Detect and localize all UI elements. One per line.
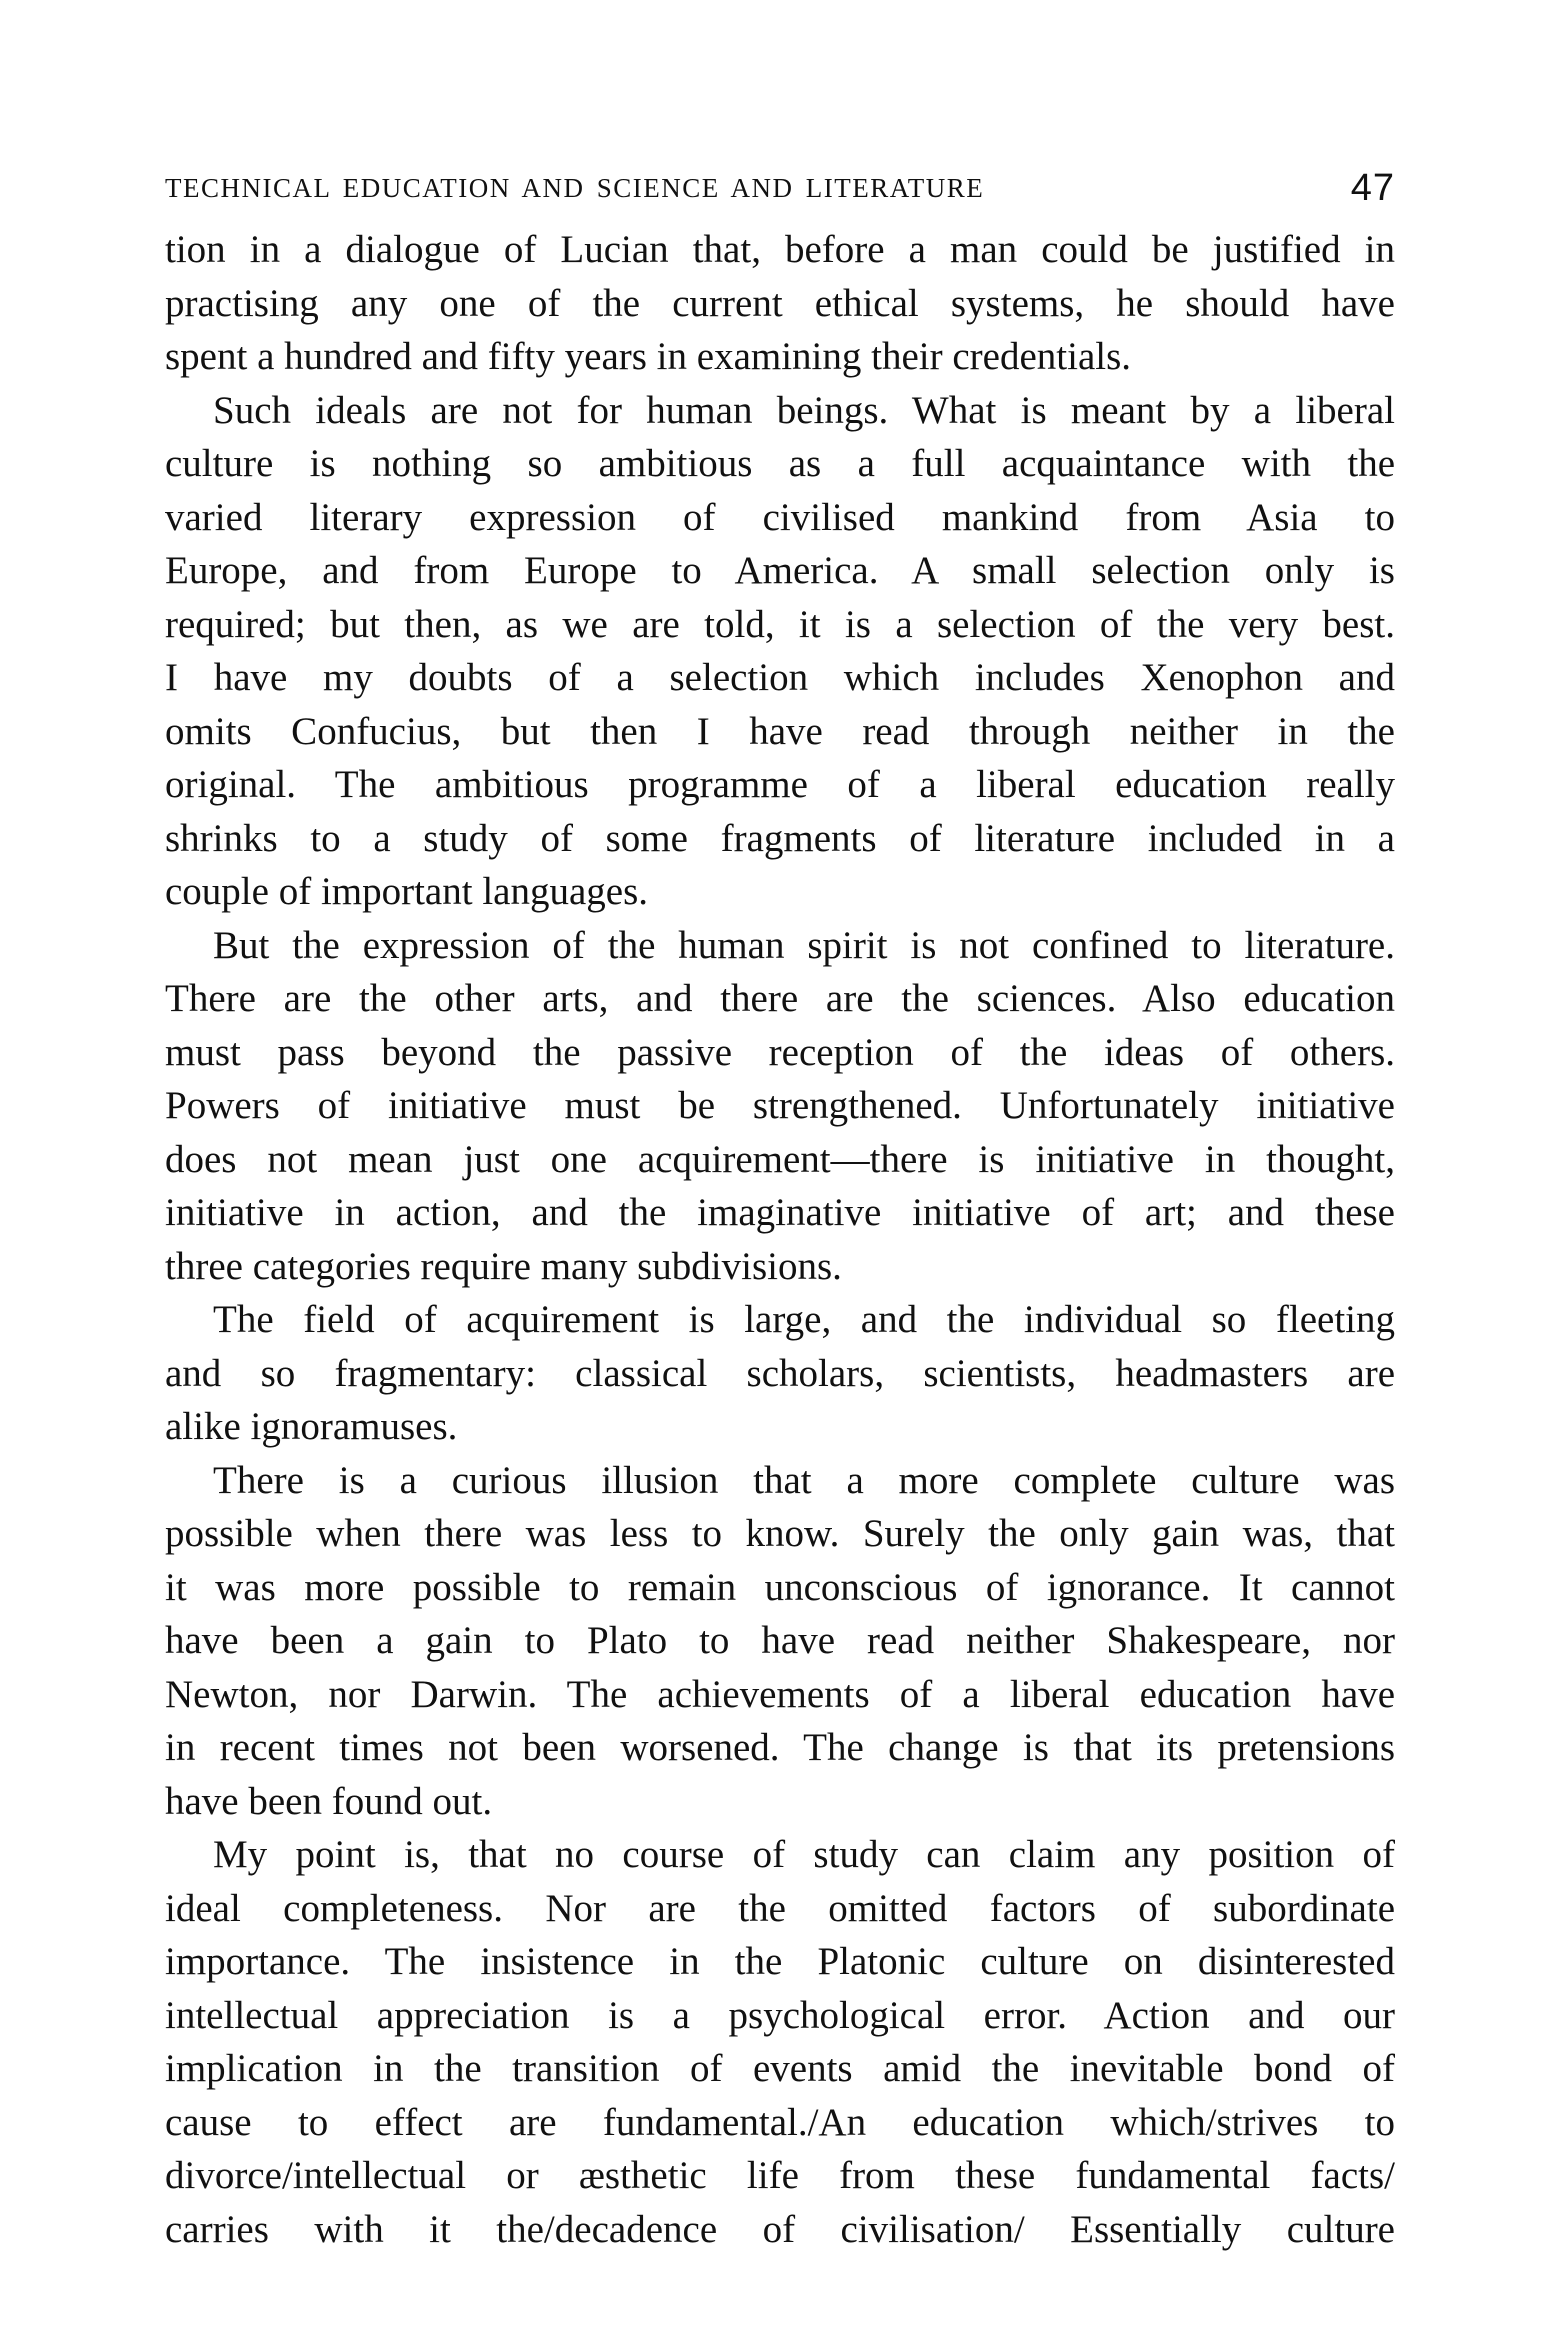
text-line: omits Confucius, but then I have read through neither in the [165, 709, 1395, 753]
text-line: varied literary expression of civilised mankind from Asia to [165, 495, 1395, 539]
paragraph-start-line: But the expression of the human spirit is not confined to literature. [213, 923, 1395, 967]
text-line: alike ignoramuses. [165, 1405, 458, 1448]
text-line: implication in the transition of events amid the inevitable bond of [165, 2047, 1395, 2090]
text-line: and so fragmentary: classical scholars, scientists, headmasters are [165, 1351, 1395, 1395]
text-line: culture is nothing so ambitious as a full acquaintance with the [165, 442, 1395, 485]
text-line: have been found out. [165, 1779, 493, 1823]
text-line: divorce/intellectual or æsthetic life from these fundamental facts/ [165, 2154, 1395, 2197]
text-line: Newton, nor Darwin. The achievements of a liberal education have [165, 1672, 1395, 1716]
text-line: it was more possible to remain unconscious of ignorance. It cannot [165, 1565, 1395, 1609]
text-line: shrinks to a study of some fragments of literature included in a [165, 816, 1395, 860]
paragraph-start-line: There is a curious illusion that a more complete culture was [213, 1458, 1395, 1502]
text-line: must pass beyond the passive reception of the ideas of others. [165, 1030, 1395, 1074]
text-line: tion in a dialogue of Lucian that, before a man could be justified in [165, 228, 1395, 271]
page-number: 47 [1350, 166, 1395, 209]
text-line: ideal completeness. Nor are the omitted factors of subordinate [165, 1886, 1395, 1930]
text-line: couple of important languages. [165, 870, 649, 913]
text-line: required; but then, as we are told, it is a selection of the very best. [165, 602, 1395, 646]
text-line: practising any one of the current ethical systems, he should have [165, 281, 1395, 325]
text-line: importance. The insistence in the Platonic culture on disinterested [165, 1940, 1395, 1983]
paragraph-start-line: My point is, that no course of study can claim any position of [213, 1833, 1395, 1876]
text-line: intellectual appreciation is a psychological error. Action and our [165, 1993, 1395, 2037]
text-line: possible when there was less to know. Surely the only gain was, that [165, 1512, 1395, 1555]
paragraph-start-line: The field of acquirement is large, and the individual so fleeting [213, 1298, 1395, 1341]
text-line: spent a hundred and fifty years in examining their credentials. [165, 335, 1132, 378]
running-title: TECHNICAL EDUCATION AND SCIENCE AND LITERATURE [165, 172, 985, 203]
text-line: Europe, and from Europe to America. A small selection only is [165, 549, 1395, 592]
text-line: initiative in action, and the imaginative initiative of art; and these [165, 1191, 1395, 1234]
text-line: cause to effect are fundamental./An education which/strives to [165, 2100, 1395, 2144]
text-line: does not mean just one acquirement—there is initiative in thought, [165, 1137, 1395, 1181]
text-line: three categories require many subdivisions. [165, 1244, 842, 1288]
text-line: in recent times not been worsened. The change is that its pretensions [165, 1726, 1395, 1769]
text-line: carries with it the/decadence of civilisation/ Essentially culture [165, 2207, 1395, 2251]
text-line: original. The ambitious programme of a liberal education really [165, 763, 1395, 806]
body-text [165, 223, 1395, 2256]
text-line: have been a gain to Plato to have read neither Shakespeare, nor [165, 1619, 1395, 1662]
text-line: There are the other arts, and there are the sciences. Also education [165, 977, 1395, 1020]
paragraph-start-line: Such ideals are not for human beings. What is meant by a liberal [213, 388, 1395, 432]
running-head [165, 158, 1395, 218]
text-line: Powers of initiative must be strengthened. Unfortunately initiative [165, 1084, 1395, 1127]
text-line: I have my doubts of a selection which includes Xenophon and [165, 656, 1395, 699]
